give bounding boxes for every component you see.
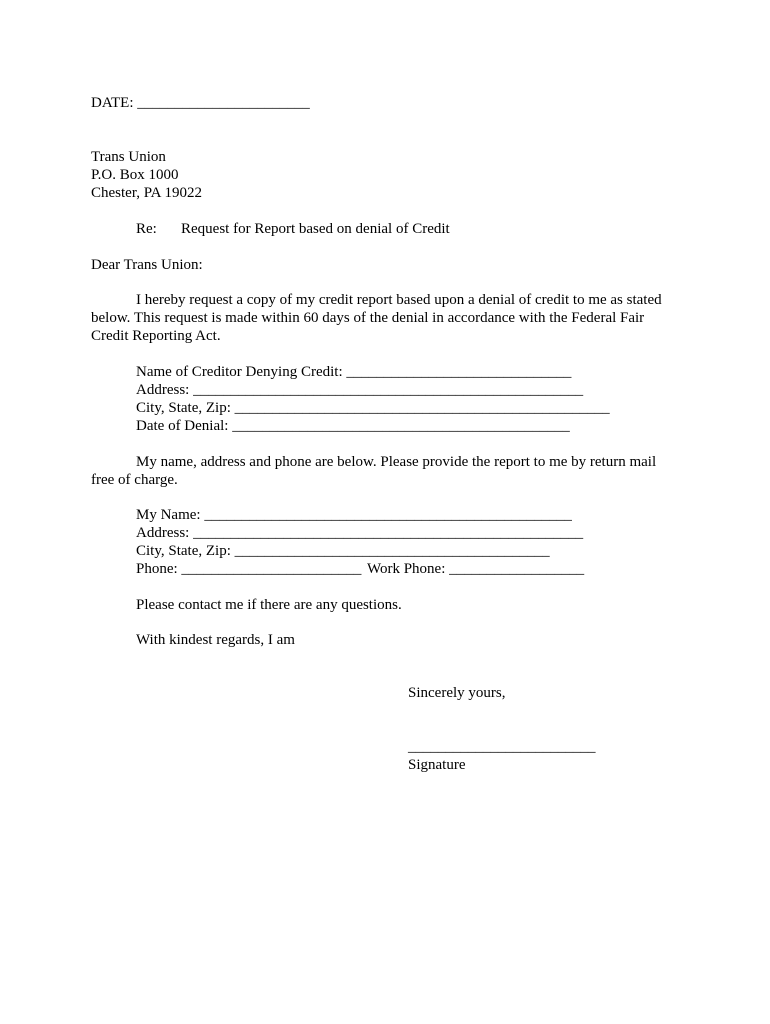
phone-field: Phone: ________________________ xyxy=(136,561,362,577)
re-label: Re: xyxy=(136,221,157,237)
date-of-denial-field: Date of Denial: _____________________________________________ xyxy=(136,418,570,434)
date-field: DATE: _______________________ xyxy=(91,95,310,111)
recipient-address-line1: P.O. Box 1000 xyxy=(91,167,179,183)
body-paragraph-contact-info: My name, address and phone are below. Please provide the report to me by return mail free of charge. xyxy=(91,454,657,488)
closing: Sincerely yours, xyxy=(408,685,506,701)
work-phone-field: Work Phone: __________________ xyxy=(367,561,585,577)
recipient-name: Trans Union xyxy=(91,149,166,165)
signature-label: Signature xyxy=(408,757,466,773)
creditor-name-field: Name of Creditor Denying Credit: ______________________________ xyxy=(136,364,572,380)
my-address-field: Address: ____________________________________________________ xyxy=(136,525,584,541)
body-paragraph-request: I hereby request a copy of my credit report based upon a denial of credit to me as stated below. This request is made within 60 days of the denial in accordance with the Federal Fair Credit Reporting Act. xyxy=(91,292,662,344)
creditor-address-field: Address: ____________________________________________________ xyxy=(136,382,584,398)
signature-line: _________________________ xyxy=(408,739,596,755)
re-subject: Request for Report based on denial of Credit xyxy=(181,221,450,237)
contact-line: Please contact me if there are any questions. xyxy=(136,597,402,613)
salutation: Dear Trans Union: xyxy=(91,257,203,273)
regards-line: With kindest regards, I am xyxy=(136,632,295,648)
my-name-field: My Name: _________________________________________________ xyxy=(136,507,572,523)
recipient-address-line2: Chester, PA 19022 xyxy=(91,185,202,201)
my-city-state-zip-field: City, State, Zip: __________________________________________ xyxy=(136,543,550,559)
creditor-city-state-zip-field: City, State, Zip: __________________________________________________ xyxy=(136,400,610,416)
